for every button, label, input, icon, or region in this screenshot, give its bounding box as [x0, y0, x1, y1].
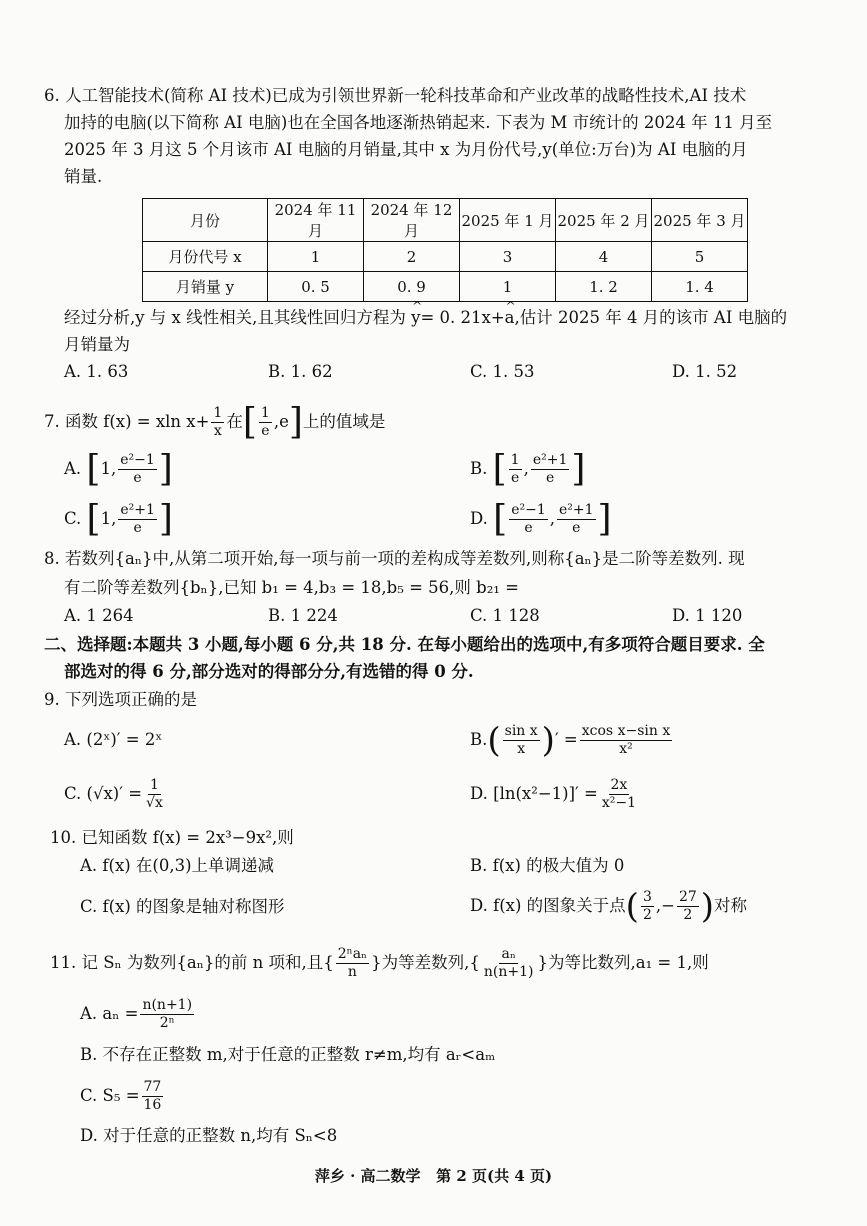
q6-eq-mid: = 0. 21x+	[420, 308, 505, 327]
fraction	[118, 452, 157, 487]
right-paren: )	[541, 720, 555, 761]
fraction	[531, 452, 570, 487]
q6-line-4: 销量.	[64, 167, 103, 186]
q10-option-d	[470, 884, 747, 928]
q8-option-b: B. 1 224	[268, 606, 338, 625]
table-cell: 1. 4	[652, 272, 748, 302]
left-bracket: [	[86, 448, 101, 490]
value: 1	[100, 459, 111, 478]
denominator: e	[510, 470, 520, 486]
right-bracket: ]	[597, 498, 612, 540]
q8-option-d: D. 1 120	[672, 606, 743, 625]
q10-stem: 10. 已知函数 f(x) = 2x³−9x²,则	[50, 828, 294, 847]
table-cell: 2025 年 2 月	[556, 199, 652, 242]
table-cell: 1	[268, 242, 364, 272]
right-bracket: ]	[158, 498, 173, 540]
q6-option-c: C. 1. 53	[470, 362, 535, 381]
option-text: C. S₅ =	[80, 1086, 140, 1105]
option-text: D. [ln(x²−1)]′ =	[470, 784, 598, 803]
denominator: 2	[683, 907, 693, 923]
fraction	[580, 723, 672, 758]
q9-option-b	[470, 716, 674, 764]
denominator: e	[572, 520, 581, 536]
left-paren: (	[487, 720, 501, 761]
numerator: e²+1	[532, 452, 568, 468]
q7-stem-a: 7. 函数 f(x) = xln x+	[44, 412, 210, 431]
option-letter: C.	[64, 509, 82, 528]
numerator: 1	[213, 405, 223, 421]
table-cell: 月份代号 x	[143, 242, 268, 272]
value: 1	[100, 509, 112, 528]
q10-option-a: A. f(x) 在(0,3)上单调递减	[80, 856, 275, 875]
q11-stem-b: }为等差数列,{	[371, 953, 480, 972]
fraction	[482, 946, 536, 981]
q9-option-c	[64, 772, 167, 816]
q11-stem-a: 11. 记 Sₙ 为数列{aₙ}的前 n 项和,且{	[50, 953, 334, 972]
q11-option-a	[80, 992, 196, 1036]
numerator: aₙ	[501, 946, 516, 962]
q7-stem-c: 上的值域是	[302, 412, 386, 431]
q10-option-b: B. f(x) 的极大值为 0	[470, 856, 625, 875]
q6-after-1a: 经过分析,y 与 x 线性相关,且其线性回归方程为	[64, 308, 412, 327]
numerator: 1	[150, 777, 159, 793]
q6-line-1: 6. 人工智能技术(简称 AI 技术)已成为引领世界新一轮科技革命和产业改革的战略性技术,AI 技术	[44, 86, 747, 105]
q6-option-d: D. 1. 52	[672, 362, 738, 381]
fraction	[259, 405, 272, 440]
table-cell: 3	[460, 242, 556, 272]
q9-stem: 9. 下列选项正确的是	[44, 690, 197, 709]
left-bracket: [	[492, 448, 507, 490]
denominator: x²	[619, 741, 633, 757]
separator: ,−	[655, 896, 675, 915]
fraction	[600, 777, 638, 812]
q9-option-a: A. (2ˣ)′ = 2ˣ	[64, 730, 163, 749]
denominator: 2	[642, 907, 652, 923]
numerator: e²+1	[120, 502, 155, 518]
left-bracket: [	[242, 401, 257, 443]
table-cell: 月份	[143, 199, 268, 242]
denominator: n	[347, 964, 357, 980]
denominator: e	[133, 520, 142, 536]
option-text: A. aₙ =	[80, 1004, 139, 1023]
fraction	[509, 502, 548, 537]
fraction	[677, 889, 699, 924]
numerator: 1	[510, 452, 520, 468]
q6-after-1	[64, 306, 787, 330]
denominator: 2ⁿ	[159, 1015, 175, 1031]
numerator: n(n+1)	[142, 997, 193, 1013]
q6-line-2: 加持的电脑(以下简称 AI 电脑)也在全国各地逐渐热销起来. 下表为 M 市统计的 2024 年 11 月至	[64, 113, 773, 132]
q7-stem: 7. 函数 f(x) = xln x+ $\frac{1}{x}$ 在[ $\frac{1}{e}$ ,e]上的值域是	[44, 401, 386, 443]
q7-option-b: B. [ $\frac{1}{e}$ , $\frac{\text{e²+1}}{e}$ ]	[470, 448, 586, 490]
table-cell: 月销量 y	[143, 272, 268, 302]
e-symbol: e	[279, 412, 289, 431]
q11-option-d: D. 对于任意的正整数 n,均有 Sₙ<8	[80, 1126, 338, 1145]
numerator: 2ⁿaₙ	[337, 946, 368, 962]
table-cell: 1	[460, 272, 556, 302]
page-footer: 萍乡 · 高二数学 第 2 页(共 4 页)	[314, 1167, 553, 1185]
denominator: √x	[146, 795, 163, 811]
q11-option-c	[80, 1074, 165, 1118]
fraction	[503, 723, 540, 758]
denominator: e	[133, 470, 142, 486]
table-cell: 4	[556, 242, 652, 272]
numerator: 2x	[610, 777, 628, 793]
right-bracket: ]	[288, 401, 303, 443]
left-bracket: [	[86, 498, 101, 540]
q6-after-2: 月销量为	[64, 335, 130, 354]
option-text: C. (√x)′ =	[64, 784, 143, 803]
q6-option-a: A. 1. 63	[64, 362, 129, 381]
denominator: e	[524, 520, 533, 536]
table-cell: 2	[364, 242, 460, 272]
a-hat: ^ a	[505, 306, 515, 330]
q6-line-3: 2025 年 3 月这 5 个月该市 AI 电脑的月销量,其中 x 为月份代号,y(单位:万台)为 AI 电脑的月	[64, 140, 748, 159]
right-paren: )	[700, 886, 715, 927]
q11-stem	[50, 940, 709, 986]
q6-after-1b: ,估计 2025 年 4 月的该市 AI 电脑的	[514, 308, 788, 327]
q8-option-c: C. 1 128	[470, 606, 540, 625]
q7-option-c: C. [1, $\frac{\text{e²+1}}{e}$ ]	[64, 498, 173, 540]
q8-option-a: A. 1 264	[64, 606, 134, 625]
right-bracket: ]	[158, 448, 173, 490]
denominator: e	[545, 470, 555, 486]
q8-line-1: 8. 若数列{aₙ}中,从第二项开始,每一项与前一项的差构成等差数列,则称{aₙ}是二阶等差数列. 现	[44, 549, 745, 568]
numerator: 3	[642, 889, 652, 905]
equals: ′ =	[554, 730, 578, 749]
denominator: x²−1	[601, 795, 636, 811]
fraction	[140, 997, 194, 1032]
sales-table	[142, 198, 748, 302]
numerator: xcos x−sin x	[581, 723, 671, 739]
table-row	[143, 272, 748, 302]
option-text: D. f(x) 的图象关于点	[470, 896, 626, 915]
q7-option-a: A. [1, $\frac{\text{e²−1}}{e}$ ]	[64, 448, 173, 490]
table-cell: 2024 年 12 月	[364, 199, 460, 242]
table-cell: 2025 年 1 月	[460, 199, 556, 242]
left-paren: (	[625, 886, 639, 927]
numerator: e²−1	[511, 502, 546, 518]
table-row	[143, 199, 748, 242]
numerator: 77	[143, 1079, 162, 1095]
option-letter: B.	[470, 459, 488, 478]
table-cell: 1. 2	[556, 272, 652, 302]
option-letter: D.	[470, 509, 488, 528]
section2-line-2: 部选对的得 6 分,部分选对的得部分分,有选错的得 0 分.	[64, 662, 474, 681]
fraction	[118, 502, 157, 537]
table-cell: 5	[652, 242, 748, 272]
q7-stem-b: 在	[226, 412, 243, 431]
denominator: n(n+1)	[483, 964, 534, 980]
q7-option-d: D. [ $\frac{\text{e²−1}}{e}$ , $\frac{\text{e²+1}}{e}$ ]	[470, 498, 612, 540]
denominator: x	[517, 741, 526, 757]
fraction	[211, 405, 224, 440]
q8-line-2: 有二阶等差数列{bₙ},已知 b₁ = 4,b₃ = 18,b₅ = 56,则 b₂₁ =	[64, 578, 519, 597]
numerator: e²+1	[558, 502, 594, 518]
fraction	[336, 946, 369, 981]
denominator: e	[261, 423, 270, 439]
q10-option-c: C. f(x) 的图象是轴对称图形	[80, 897, 285, 916]
denominator: x	[213, 423, 222, 439]
fraction	[509, 452, 522, 487]
q11-stem-c: }为等比数列,a₁ = 1,则	[537, 953, 709, 972]
fraction	[557, 502, 596, 537]
option-letter: B.	[470, 730, 488, 749]
fraction	[142, 1079, 164, 1114]
fraction	[641, 889, 654, 924]
table-cell: 0. 5	[268, 272, 364, 302]
q9-option-d	[470, 772, 640, 816]
q6-option-b: B. 1. 62	[268, 362, 333, 381]
numerator: e²−1	[120, 452, 155, 468]
fraction	[144, 777, 165, 812]
numerator: sin x	[504, 723, 538, 739]
q11-option-b: B. 不存在正整数 m,对于任意的正整数 r≠m,均有 aᵣ<aₘ	[80, 1045, 496, 1064]
numerator: 1	[260, 405, 270, 421]
denominator: 16	[143, 1097, 162, 1113]
numerator: 27	[678, 889, 697, 905]
option-text-end: 对称	[714, 896, 748, 915]
table-cell: 0. 9	[364, 272, 460, 302]
right-bracket: ]	[571, 448, 586, 490]
table-cell: 2025 年 3 月	[652, 199, 748, 242]
table-cell: 2024 年 11 月	[268, 199, 364, 242]
left-bracket: [	[493, 498, 508, 540]
table-row	[143, 242, 748, 272]
y-hat: ^ y	[411, 306, 420, 330]
section2-line-1: 二、选择题:本题共 3 小题,每小题 6 分,共 18 分. 在每小题给出的选项中,有多项符合题目要求. 全	[44, 635, 765, 654]
option-letter: A.	[64, 459, 82, 478]
